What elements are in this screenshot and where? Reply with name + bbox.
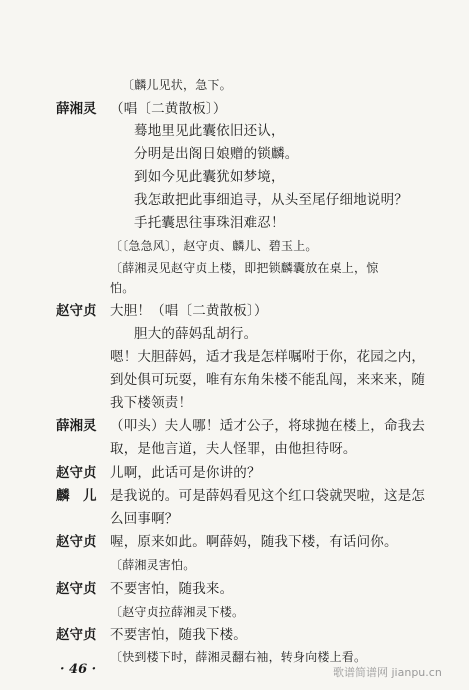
stage-direction: 怕。 <box>110 281 135 295</box>
stage-direction: 〔薛湘灵见赵守贞上楼，即把锁麟囊放在桌上，惊 <box>110 261 379 275</box>
dialogue-line: 么回事啊？ <box>110 511 179 527</box>
stage-direction: 〔麟儿见状，急下。 <box>122 78 232 92</box>
speaker-label: 赵守贞 <box>56 465 97 481</box>
speaker-label: 赵守贞 <box>56 627 97 643</box>
stage-direction: 〔〔急急风〕，赵守贞、麟儿、碧玉上。 <box>110 239 318 253</box>
speaker-label: 薛湘灵 <box>56 101 97 117</box>
dialogue-line: 我下楼领责！ <box>110 395 193 411</box>
verse-line: 我怎敢把此事细追寻，从头至尾仔细地说明？ <box>134 192 408 208</box>
dialogue-line: 大胆！（唱〔二黄散板〕） <box>110 303 268 319</box>
verse-line: 蓦地里见此囊依旧还认， <box>134 123 285 139</box>
stage-direction: 〔快到楼下时，薛湘灵翻右袖，转身向楼上看。 <box>110 650 367 664</box>
speaker-label: 赵守贞 <box>56 581 97 597</box>
verse-line: 到如今见此囊犹如梦境， <box>134 169 285 185</box>
stage-direction: 〔赵守贞拉薛湘灵下楼。 <box>110 605 245 619</box>
dialogue-line: 儿啊，此话可是你讲的？ <box>110 465 261 481</box>
verse-line: 胆大的薛妈乱胡行。 <box>134 326 258 342</box>
dialogue-line: 喔，原来如此。啊薛妈，随我下楼，有话问你。 <box>110 534 398 550</box>
dialogue-line: 到处俱可玩耍，唯有东角朱楼不能乱闯，来来来，随 <box>110 372 426 388</box>
verse-line: 分明是出阁日娘赠的锁麟。 <box>134 146 299 162</box>
stage-direction: 〔薛湘灵害怕。 <box>110 558 196 572</box>
dialogue-line: 不要害怕，随我来。 <box>110 581 234 597</box>
dialogue-line: 不要害怕，随我下楼。 <box>110 627 247 643</box>
dialogue-line: 取，是他言道，夫人怪罪，由他担待呀。 <box>110 441 357 457</box>
page-number: · 46 · <box>60 662 97 677</box>
dialogue-line: （叩头）夫人哪！适才公子，将球抛在楼上，命我去 <box>110 418 426 434</box>
speaker-label: 赵守贞 <box>56 303 97 319</box>
verse-line: 手托囊思往事珠泪难忍！ <box>134 215 285 231</box>
dialogue-line: （唱〔二黄散板〕） <box>110 101 227 117</box>
site-watermark: 歌谱简谱网 jianpu.cn <box>333 666 442 679</box>
speaker-label: 麟 儿 <box>56 488 97 504</box>
dialogue-line: 嗯！大胆薛妈，适才我是怎样嘱咐于你，花园之内， <box>110 349 426 365</box>
speaker-label: 薛湘灵 <box>56 418 97 434</box>
dialogue-line: 是我说的。可是薛妈看见这个红口袋就哭啦，这是怎 <box>110 488 426 504</box>
speaker-label: 赵守贞 <box>56 534 97 550</box>
